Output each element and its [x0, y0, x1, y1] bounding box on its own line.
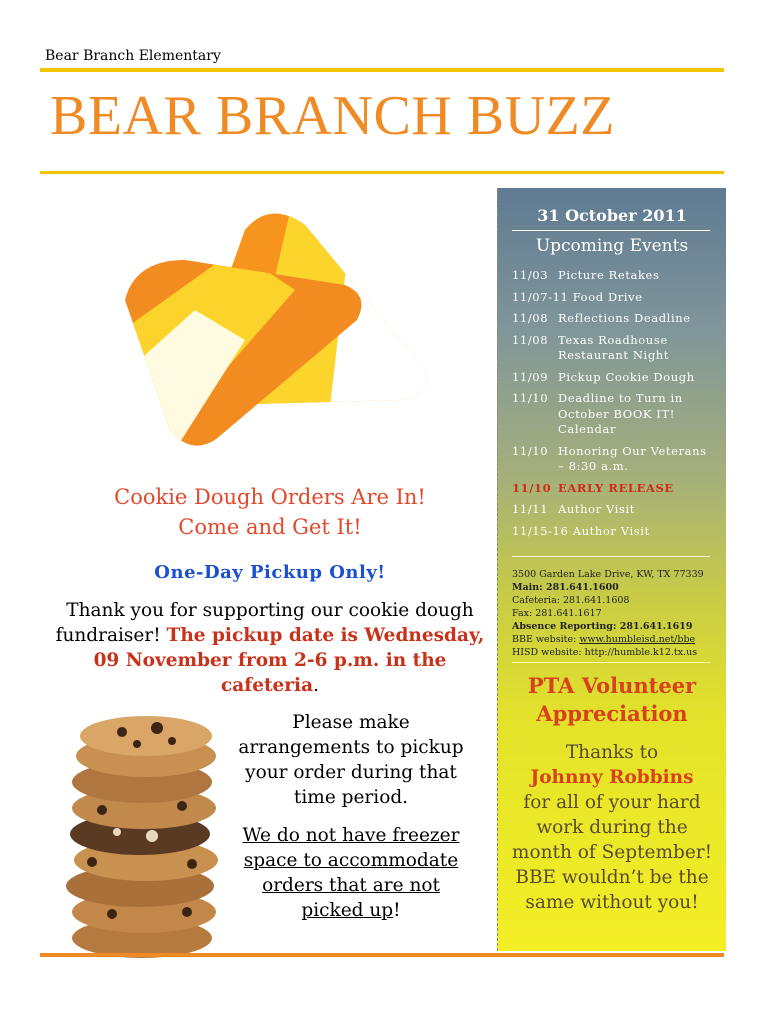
- event-date: 11/11: [512, 502, 549, 516]
- freezer-paragraph: [236, 823, 466, 923]
- event-text: Author Visit: [572, 523, 650, 538]
- pta-thanks-to: Thanks to: [565, 742, 659, 763]
- event-date: 11/03: [512, 268, 549, 282]
- contact-info: [512, 568, 722, 659]
- volunteer-name: Johnny Robbins: [530, 767, 694, 788]
- event-date: 11/10: [512, 391, 549, 405]
- event-text: Reflections Deadline: [558, 311, 691, 325]
- freezer-text: We do not have freezer space to accommodate orders that are not picked up: [242, 825, 460, 921]
- event-item-early-release: [512, 481, 712, 497]
- event-item: [512, 268, 712, 284]
- sidebar: [497, 188, 726, 951]
- event-text: EARLY RELEASE: [558, 480, 674, 495]
- arrange-paragraph: Please make arrangements to pickup your order during that time period.: [238, 712, 464, 808]
- school-name: Bear Branch Elementary: [45, 48, 221, 64]
- bbe-website-label: BBE website:: [512, 634, 580, 645]
- event-item: [512, 444, 712, 475]
- event-item: [512, 333, 712, 364]
- event-date: 11/10: [512, 480, 552, 495]
- headline-line-2: Come and Get It!: [178, 515, 362, 539]
- event-date: 11/08: [512, 311, 549, 325]
- absence-phone: Absence Reporting: 281.641.1619: [512, 621, 693, 632]
- event-date: 11/08: [512, 332, 549, 347]
- candy-corn-image: [95, 190, 435, 450]
- thanks-paragraph: [52, 598, 488, 698]
- event-text: Pickup Cookie Dough: [558, 369, 695, 384]
- thanks-text: Thank you for supporting our cookie dough fundraiser!: [55, 600, 474, 646]
- event-item: [512, 391, 712, 438]
- event-date: 11/10: [512, 443, 549, 458]
- event-date: 11/09: [512, 369, 549, 384]
- pta-body: [498, 740, 726, 915]
- hisd-website: HISD website: http://humble.k12.tx.us: [512, 647, 698, 658]
- pta-message: for all of your hard work during the month of September! BBE wouldn’t be the same without you!: [511, 792, 713, 913]
- bottom-rule: [40, 953, 724, 957]
- event-item: [512, 290, 712, 306]
- thanks-period: .: [313, 675, 319, 696]
- events-list: [512, 268, 712, 545]
- upcoming-events-title: Upcoming Events: [535, 236, 689, 256]
- event-text: Food Drive: [572, 289, 643, 304]
- event-text: Texas Roadhouse Restaurant Night: [558, 332, 670, 362]
- address: 3500 Garden Lake Drive, KW, TX 77339: [512, 569, 704, 580]
- newsletter-title: BEAR BRANCH BUZZ: [50, 85, 615, 147]
- top-rule: [40, 68, 724, 72]
- cafeteria-phone: Cafeteria: 281.641.1608: [512, 595, 630, 606]
- cookie-stack-image: [62, 706, 224, 961]
- freezer-exclamation: !: [393, 900, 401, 921]
- headline-line-1: Cookie Dough Orders Are In!: [114, 485, 426, 509]
- event-item: [512, 502, 712, 518]
- event-date: 11/15-16: [512, 523, 569, 538]
- title-rule: [40, 171, 724, 174]
- event-text: Honoring Our Veterans – 8:30 a.m.: [558, 443, 707, 473]
- fax-number: Fax: 281.641.1617: [512, 608, 602, 619]
- bbe-website-link[interactable]: www.humbleisd.net/bbe: [579, 634, 696, 645]
- contact-divider: [512, 662, 710, 663]
- issue-date: 31 October 2011: [537, 206, 687, 225]
- event-text: Author Visit: [558, 502, 635, 516]
- event-text: Deadline to Turn in October BOOK IT! Calendar: [558, 391, 683, 436]
- event-item: [512, 524, 712, 540]
- pickup-notice: One-Day Pickup Only!: [154, 562, 386, 583]
- event-item: [512, 370, 712, 386]
- event-date: 11/07-11: [512, 289, 569, 304]
- events-divider: [512, 556, 710, 557]
- main-phone: Main: 281.641.1600: [512, 582, 619, 593]
- date-divider: [512, 230, 710, 231]
- event-item: [512, 311, 712, 327]
- pickup-date-text: The pickup date is Wednesday, 09 November from 2-6 p.m. in the cafeteria: [93, 625, 485, 696]
- pta-title: PTA Volunteer Appreciation: [527, 673, 697, 726]
- event-text: Picture Retakes: [558, 268, 660, 282]
